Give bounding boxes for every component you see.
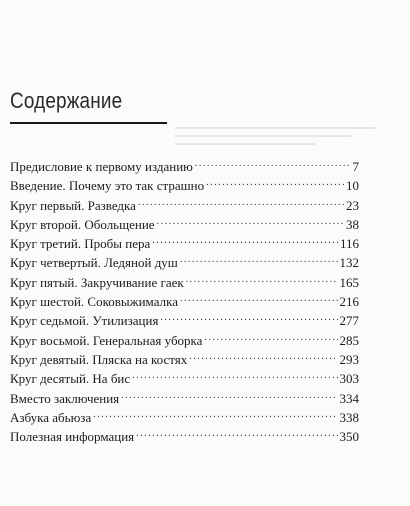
title-underline	[10, 122, 167, 124]
toc-entry-page: 338	[339, 409, 359, 425]
toc-entry	[10, 369, 359, 388]
toc-entry-page: 38	[346, 216, 359, 232]
toc-entry	[10, 350, 359, 369]
table-of-contents	[10, 157, 359, 446]
toc-entry	[10, 292, 359, 311]
toc-leader-dots	[206, 176, 344, 190]
toc-entry-page: 7	[352, 159, 359, 174]
toc-entry-page: 334	[339, 390, 359, 406]
toc-entry-title: Круг второй. Обольщение	[10, 216, 155, 232]
toc-entry-page: 216	[339, 294, 359, 310]
toc-entry	[10, 196, 359, 215]
toc-leader-dots	[136, 427, 337, 441]
toc-entry-page: 303	[339, 371, 359, 387]
toc-leader-dots	[189, 350, 337, 364]
toc-entry	[10, 389, 359, 408]
toc-entry-title: Круг пятый. Закручивание гаек	[10, 274, 184, 290]
toc-entry-page: 285	[339, 332, 359, 348]
toc-entry-title: Круг восьмой. Генеральная уборка	[10, 332, 203, 348]
toc-entry-title: Круг седьмой. Утилизация	[10, 313, 159, 329]
toc-leader-dots	[204, 331, 337, 345]
toc-entry	[10, 157, 359, 176]
toc-entry	[10, 273, 359, 292]
toc-entry-title: Предисловие к первому изданию	[10, 159, 193, 174]
toc-entry-title: Круг девятый. Пляска на костях	[10, 351, 188, 367]
toc-leader-dots	[157, 215, 344, 229]
toc-entry-title: Азбука абьюза	[10, 409, 92, 425]
toc-entry	[10, 176, 359, 195]
toc-entry-title: Круг десятый. На бис	[10, 371, 131, 387]
toc-leader-dots	[93, 408, 337, 422]
toc-leader-dots	[180, 253, 338, 267]
toc-entry-page: 277	[339, 313, 359, 329]
toc-entry-title: Круг четвертый. Ледяной душ	[10, 255, 178, 271]
toc-entry-title: Введение. Почему это так страшно	[10, 178, 205, 194]
toc-entry-page: 23	[346, 197, 359, 213]
toc-entry	[10, 215, 359, 234]
toc-entry-page: 165	[339, 274, 359, 290]
toc-entry-title: Круг первый. Разведка	[10, 197, 136, 213]
toc-leader-dots	[180, 292, 338, 306]
toc-entry	[10, 331, 359, 350]
toc-entry-title: Вместо заключения	[10, 390, 120, 406]
toc-entry-page: 132	[339, 255, 359, 271]
toc-leader-dots	[121, 389, 337, 403]
toc-entry-page: 350	[339, 429, 359, 445]
toc-leader-dots	[186, 273, 338, 287]
toc-leader-dots	[132, 369, 337, 383]
toc-entry-title: Круг третий. Пробы пера	[10, 236, 151, 252]
toc-entry	[10, 408, 359, 427]
toc-entry-page: 10	[346, 178, 359, 194]
toc-entry-title: Полезная информация	[10, 429, 135, 445]
toc-leader-dots	[138, 196, 344, 210]
toc-entry	[10, 311, 359, 330]
toc-leader-dots	[152, 234, 338, 248]
toc-entry-page: 293	[339, 351, 359, 367]
toc-leader-dots	[160, 311, 337, 325]
page-title: Содержание	[10, 88, 123, 113]
toc-leader-dots	[195, 157, 351, 171]
toc-entry	[10, 234, 359, 253]
toc-entry-title: Круг шестой. Соковыжималка	[10, 294, 178, 310]
toc-entry	[10, 427, 359, 446]
show-through-text	[175, 127, 375, 151]
toc-entry	[10, 253, 359, 272]
toc-entry-page: 116	[339, 236, 359, 252]
